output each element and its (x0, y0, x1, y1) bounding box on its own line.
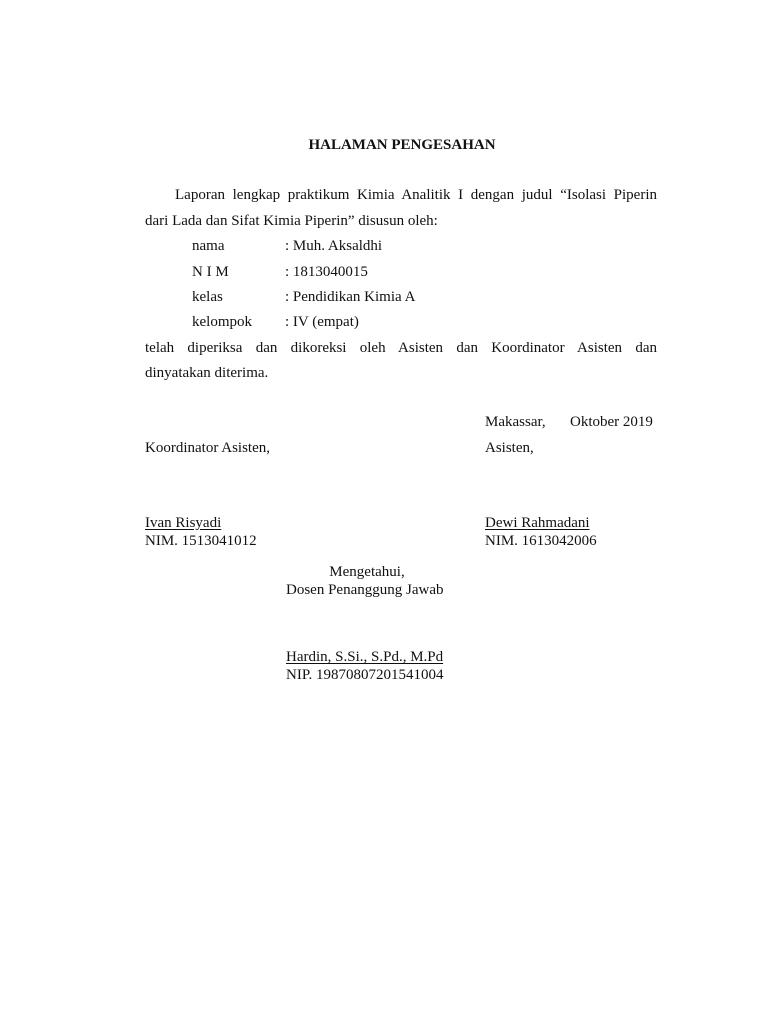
acknowledged-label: Mengetahui, (329, 564, 405, 580)
intro-line-1: Laporan lengkap praktikum Kimia Analitik I dengan judul “Isolasi Piperin (175, 187, 657, 203)
field-value-nim: : 1813040015 (285, 264, 368, 280)
field-value-kelas: : Pendidikan Kimia A (285, 289, 416, 305)
left-signatory-id: NIM. 1513041012 (145, 533, 257, 549)
field-label-kelompok: kelompok (192, 314, 252, 330)
left-signatory-name: Ivan Risyadi (145, 515, 222, 531)
intro-line-2: dari Lada dan Sifat Kimia Piperin” disusun oleh: (145, 213, 438, 229)
field-value-kelompok: : IV (empat) (285, 314, 359, 330)
field-label-kelas: kelas (192, 289, 223, 305)
closing-line-1: telah diperiksa dan dikoreksi oleh Asisten dan Koordinator Asisten dan (145, 340, 657, 356)
left-signatory-role: Koordinator Asisten, (145, 440, 270, 456)
right-signatory-role: Asisten, (485, 440, 534, 456)
field-label-nama: nama (192, 238, 225, 254)
lecturer-name: Hardin, S.Si., S.Pd., M.Pd (286, 649, 444, 665)
right-signatory-name: Dewi Rahmadani (485, 515, 590, 531)
lecturer-role: Dosen Penanggung Jawab (286, 582, 444, 598)
lecturer-id: NIP. 19870807201541004 (286, 667, 444, 683)
place-date: Oktober 2019 (570, 414, 653, 430)
page-title: HALAMAN PENGESAHAN (308, 137, 496, 153)
place-city: Makassar, (485, 414, 546, 430)
field-value-nama: : Muh. Aksaldhi (285, 238, 383, 254)
field-label-nim: N I M (192, 264, 229, 280)
right-signatory-id: NIM. 1613042006 (485, 533, 597, 549)
closing-line-2: dinyatakan diterima. (145, 365, 269, 381)
